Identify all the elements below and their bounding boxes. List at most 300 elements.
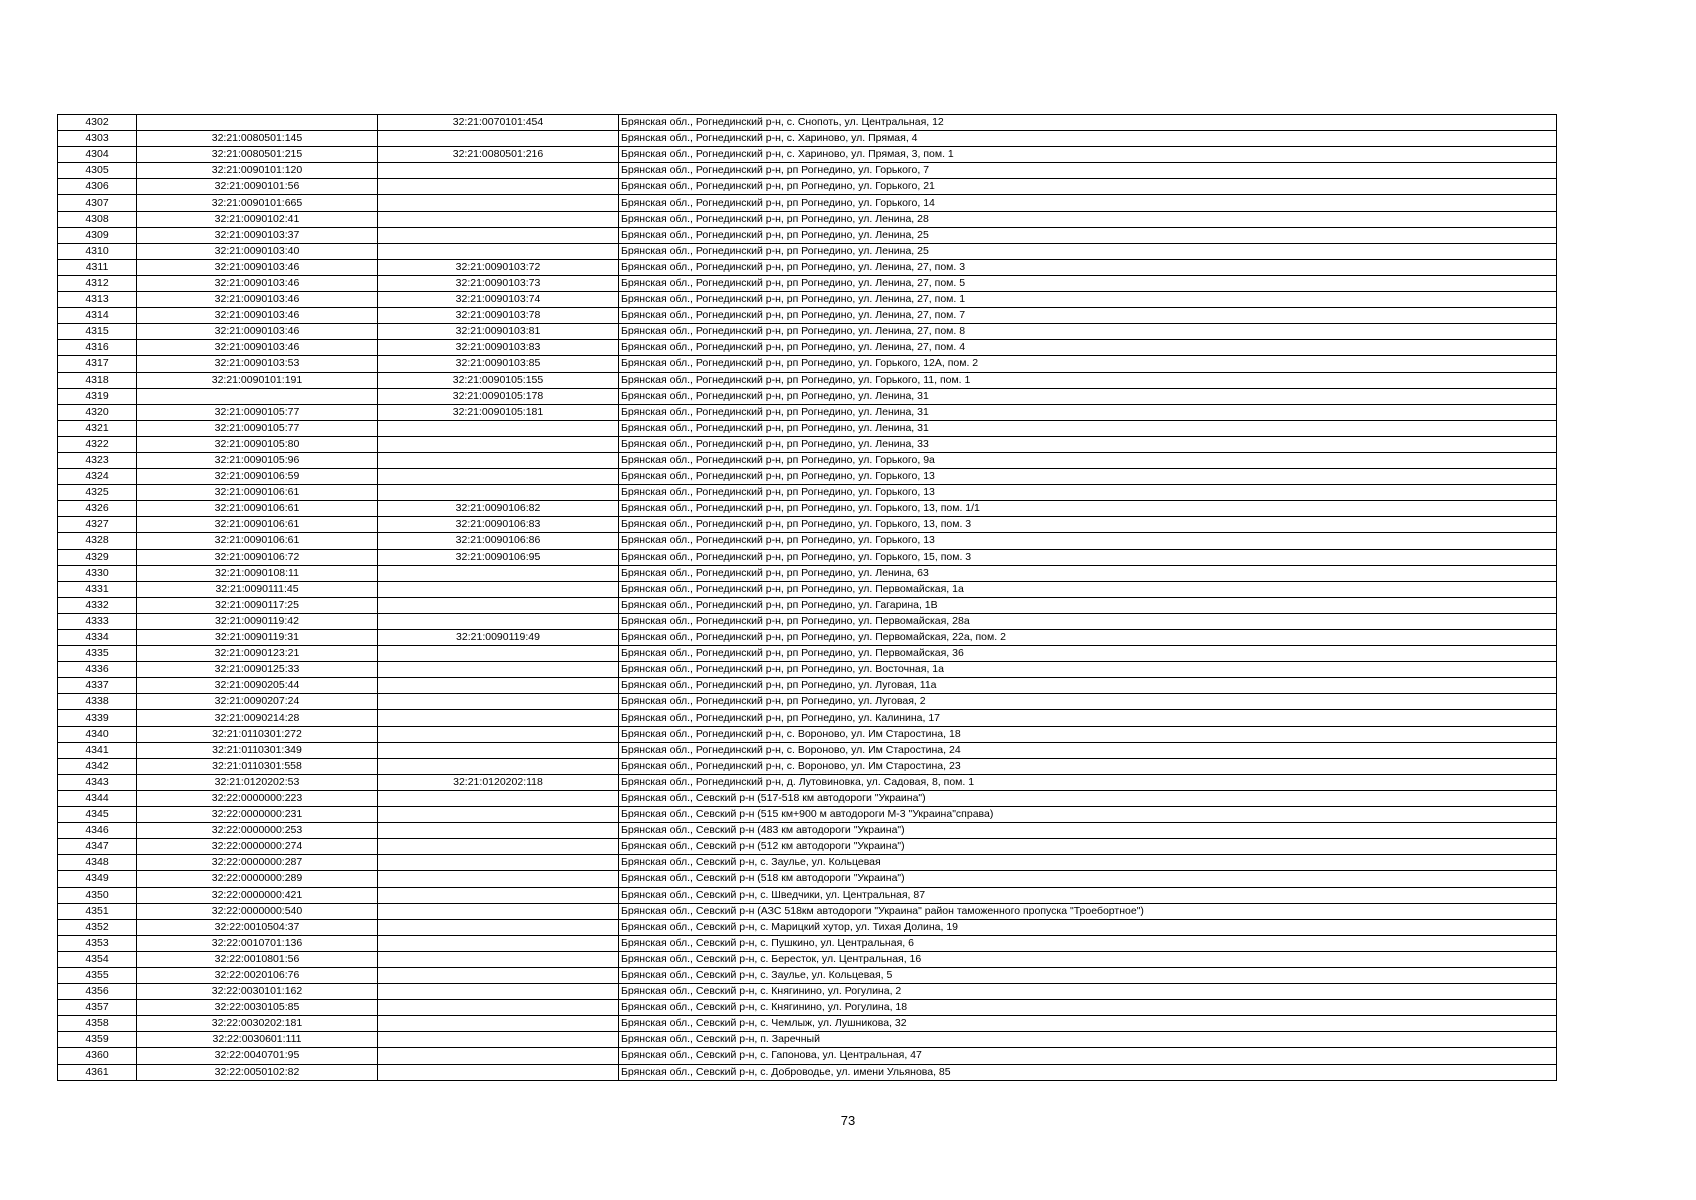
address-cell: Брянская обл., Рогнединский р-н, рп Рогнедино, ул. Горького, 13: [619, 469, 1557, 485]
table-row: [58, 1000, 1557, 1016]
cadastral-number-cell: 32:21:0090106:61: [137, 517, 378, 533]
sub-cadastral-number-cell: 32:21:0090106:86: [378, 533, 619, 549]
sub-cadastral-number-cell: [378, 243, 619, 259]
address-cell: Брянская обл., Рогнединский р-н, рп Рогнедино, ул. Ленина, 27, пом. 5: [619, 275, 1557, 291]
cadastral-number-cell: 32:21:0090106:72: [137, 549, 378, 565]
sub-cadastral-number-cell: 32:21:0090103:85: [378, 356, 619, 372]
table-row: [58, 935, 1557, 951]
address-cell: Брянская обл., Рогнединский р-н, рп Рогнедино, ул. Горького, 9а: [619, 452, 1557, 468]
table-row: [58, 839, 1557, 855]
address-cell: Брянская обл., Рогнединский р-н, рп Рогнедино, ул. Ленина, 25: [619, 227, 1557, 243]
address-cell: Брянская обл., Рогнединский р-н, рп Рогнедино, ул. Ленина, 31: [619, 388, 1557, 404]
table-row: [58, 211, 1557, 227]
row-number-cell: 4347: [58, 839, 137, 855]
sub-cadastral-number-cell: [378, 131, 619, 147]
cadastral-number-cell: 32:22:0020106:76: [137, 967, 378, 983]
table-row: [58, 179, 1557, 195]
sub-cadastral-number-cell: [378, 710, 619, 726]
address-cell: Брянская обл., Севский р-н, с. Доброводье, ул. имени Ульянова, 85: [619, 1064, 1557, 1080]
address-cell: Брянская обл., Севский р-н, с. Заулье, ул. Кольцевая, 5: [619, 967, 1557, 983]
row-number-cell: 4315: [58, 324, 137, 340]
table-row: [58, 984, 1557, 1000]
sub-cadastral-number-cell: [378, 195, 619, 211]
row-number-cell: 4305: [58, 163, 137, 179]
sub-cadastral-number-cell: [378, 855, 619, 871]
address-cell: Брянская обл., Севский р-н, с. Шведчики, ул. Центральная, 87: [619, 887, 1557, 903]
sub-cadastral-number-cell: 32:21:0090103:74: [378, 292, 619, 308]
row-number-cell: 4325: [58, 485, 137, 501]
table-row: [58, 292, 1557, 308]
cadastral-number-cell: 32:21:0080501:215: [137, 147, 378, 163]
sub-cadastral-number-cell: [378, 967, 619, 983]
row-number-cell: 4354: [58, 951, 137, 967]
cadastral-number-cell: 32:22:0030105:85: [137, 1000, 378, 1016]
table-row: [58, 340, 1557, 356]
address-cell: Брянская обл., Рогнединский р-н, рп Рогнедино, ул. Калинина, 17: [619, 710, 1557, 726]
table-row: [58, 115, 1557, 131]
row-number-cell: 4335: [58, 646, 137, 662]
table-row: [58, 871, 1557, 887]
cadastral-number-cell: 32:21:0090108:11: [137, 565, 378, 581]
row-number-cell: 4311: [58, 259, 137, 275]
row-number-cell: 4355: [58, 967, 137, 983]
row-number-cell: 4332: [58, 597, 137, 613]
table-row: [58, 452, 1557, 468]
address-cell: Брянская обл., Рогнединский р-н, рп Рогнедино, ул. Горького, 14: [619, 195, 1557, 211]
row-number-cell: 4328: [58, 533, 137, 549]
cadastral-number-cell: 32:21:0090106:61: [137, 533, 378, 549]
cadastral-number-cell: 32:21:0110301:272: [137, 726, 378, 742]
address-cell: Брянская обл., Севский р-н (518 км автодороги "Украина"): [619, 871, 1557, 887]
table-row: [58, 308, 1557, 324]
address-cell: Брянская обл., Рогнединский р-н, с. Хариново, ул. Прямая, 4: [619, 131, 1557, 147]
address-cell: Брянская обл., Севский р-н, с. Княгинино, ул. Рогулина, 2: [619, 984, 1557, 1000]
row-number-cell: 4326: [58, 501, 137, 517]
table-row: [58, 919, 1557, 935]
cadastral-number-cell: 32:21:0090103:46: [137, 275, 378, 291]
table-row: [58, 131, 1557, 147]
cadastral-number-cell: 32:21:0090207:24: [137, 694, 378, 710]
table-row: [58, 501, 1557, 517]
sub-cadastral-number-cell: 32:21:0090105:178: [378, 388, 619, 404]
row-number-cell: 4360: [58, 1048, 137, 1064]
table-row: [58, 1016, 1557, 1032]
address-cell: Брянская обл., Рогнединский р-н, рп Рогнедино, ул. Горького, 13: [619, 485, 1557, 501]
sub-cadastral-number-cell: [378, 984, 619, 1000]
table-row: [58, 887, 1557, 903]
cadastral-number-cell: 32:21:0090125:33: [137, 662, 378, 678]
table-row: [58, 227, 1557, 243]
sub-cadastral-number-cell: [378, 935, 619, 951]
table-row: [58, 469, 1557, 485]
cadastral-number-cell: 32:21:0090105:80: [137, 436, 378, 452]
table-row: [58, 372, 1557, 388]
address-cell: Брянская обл., Севский р-н, п. Заречный: [619, 1032, 1557, 1048]
address-cell: Брянская обл., Рогнединский р-н, рп Рогнедино, ул. Горького, 11, пом. 1: [619, 372, 1557, 388]
row-number-cell: 4308: [58, 211, 137, 227]
row-number-cell: 4357: [58, 1000, 137, 1016]
table-row: [58, 485, 1557, 501]
table-row: [58, 790, 1557, 806]
address-cell: Брянская обл., Рогнединский р-н, рп Рогнедино, ул. Первомайская, 1а: [619, 581, 1557, 597]
cadastral-number-cell: 32:21:0090101:665: [137, 195, 378, 211]
address-cell: Брянская обл., Севский р-н, с. Марицкий хутор, ул. Тихая Долина, 19: [619, 919, 1557, 935]
row-number-cell: 4350: [58, 887, 137, 903]
address-cell: Брянская обл., Рогнединский р-н, рп Рогнедино, ул. Горького, 21: [619, 179, 1557, 195]
address-cell: Брянская обл., Рогнединский р-н, с. Вороново, ул. Им Старостина, 23: [619, 758, 1557, 774]
cadastral-number-cell: [137, 388, 378, 404]
sub-cadastral-number-cell: [378, 1016, 619, 1032]
sub-cadastral-number-cell: [378, 662, 619, 678]
address-cell: Брянская обл., Рогнединский р-н, рп Рогнедино, ул. Горького, 13: [619, 533, 1557, 549]
sub-cadastral-number-cell: [378, 163, 619, 179]
address-cell: Брянская обл., Рогнединский р-н, с. Вороново, ул. Им Старостина, 24: [619, 742, 1557, 758]
cadastral-number-cell: 32:21:0090111:45: [137, 581, 378, 597]
row-number-cell: 4358: [58, 1016, 137, 1032]
sub-cadastral-number-cell: [378, 742, 619, 758]
address-cell: Брянская обл., Севский р-н, с. Чемлыж, ул. Лушникова, 32: [619, 1016, 1557, 1032]
table-row: [58, 678, 1557, 694]
sub-cadastral-number-cell: [378, 903, 619, 919]
cadastral-number-cell: 32:21:0090105:96: [137, 452, 378, 468]
row-number-cell: 4318: [58, 372, 137, 388]
table-row: [58, 774, 1557, 790]
cadastral-number-cell: 32:21:0090103:46: [137, 292, 378, 308]
row-number-cell: 4334: [58, 630, 137, 646]
cadastral-number-cell: 32:21:0080501:145: [137, 131, 378, 147]
cadastral-number-cell: 32:22:0000000:231: [137, 807, 378, 823]
cadastral-number-cell: 32:21:0090103:46: [137, 340, 378, 356]
sub-cadastral-number-cell: [378, 1000, 619, 1016]
cadastral-number-cell: 32:21:0090214:28: [137, 710, 378, 726]
address-cell: Брянская обл., Рогнединский р-н, рп Рогнедино, ул. Первомайская, 22а, пом. 2: [619, 630, 1557, 646]
sub-cadastral-number-cell: 32:21:0090106:83: [378, 517, 619, 533]
row-number-cell: 4342: [58, 758, 137, 774]
table-row: [58, 613, 1557, 629]
table-row: [58, 726, 1557, 742]
cadastral-number-cell: 32:22:0010504:37: [137, 919, 378, 935]
address-cell: Брянская обл., Рогнединский р-н, рп Рогнедино, ул. Первомайская, 36: [619, 646, 1557, 662]
row-number-cell: 4323: [58, 452, 137, 468]
table-row: [58, 517, 1557, 533]
cadastral-number-cell: 32:22:0040701:95: [137, 1048, 378, 1064]
cadastral-number-cell: [137, 115, 378, 131]
sub-cadastral-number-cell: 32:21:0090106:95: [378, 549, 619, 565]
cadastral-number-cell: 32:21:0090119:31: [137, 630, 378, 646]
table-row: [58, 855, 1557, 871]
registry-table: [57, 114, 1557, 1081]
row-number-cell: 4306: [58, 179, 137, 195]
row-number-cell: 4352: [58, 919, 137, 935]
table-row: [58, 1048, 1557, 1064]
address-cell: Брянская обл., Рогнединский р-н, д. Лутовиновка, ул. Садовая, 8, пом. 1: [619, 774, 1557, 790]
cadastral-number-cell: 32:21:0090119:42: [137, 613, 378, 629]
cadastral-number-cell: 32:22:0010701:136: [137, 935, 378, 951]
table-row: [58, 823, 1557, 839]
row-number-cell: 4359: [58, 1032, 137, 1048]
cadastral-number-cell: 32:21:0090101:191: [137, 372, 378, 388]
cadastral-number-cell: 32:21:0090117:25: [137, 597, 378, 613]
row-number-cell: 4312: [58, 275, 137, 291]
table-row: [58, 630, 1557, 646]
address-cell: Брянская обл., Севский р-н (512 км автодороги "Украина"): [619, 839, 1557, 855]
sub-cadastral-number-cell: 32:21:0090105:181: [378, 404, 619, 420]
row-number-cell: 4337: [58, 678, 137, 694]
sub-cadastral-number-cell: [378, 597, 619, 613]
address-cell: Брянская обл., Рогнединский р-н, рп Рогнедино, ул. Ленина, 63: [619, 565, 1557, 581]
address-cell: Брянская обл., Рогнединский р-н, рп Рогнедино, ул. Ленина, 27, пом. 8: [619, 324, 1557, 340]
row-number-cell: 4349: [58, 871, 137, 887]
cadastral-number-cell: 32:22:0000000:289: [137, 871, 378, 887]
table-row: [58, 967, 1557, 983]
sub-cadastral-number-cell: [378, 646, 619, 662]
table-row: [58, 549, 1557, 565]
cadastral-number-cell: 32:21:0090105:77: [137, 404, 378, 420]
address-cell: Брянская обл., Рогнединский р-н, с. Вороново, ул. Им Старостина, 18: [619, 726, 1557, 742]
row-number-cell: 4317: [58, 356, 137, 372]
address-cell: Брянская обл., Рогнединский р-н, рп Рогнедино, ул. Ленина, 31: [619, 420, 1557, 436]
row-number-cell: 4313: [58, 292, 137, 308]
cadastral-number-cell: 32:22:0000000:223: [137, 790, 378, 806]
sub-cadastral-number-cell: [378, 452, 619, 468]
table-row: [58, 404, 1557, 420]
sub-cadastral-number-cell: [378, 951, 619, 967]
cadastral-number-cell: 32:22:0050102:82: [137, 1064, 378, 1080]
address-cell: Брянская обл., Рогнединский р-н, рп Рогнедино, ул. Ленина, 27, пом. 7: [619, 308, 1557, 324]
row-number-cell: 4320: [58, 404, 137, 420]
table-row: [58, 147, 1557, 163]
address-cell: Брянская обл., Рогнединский р-н, рп Рогнедино, ул. Ленина, 27, пом. 1: [619, 292, 1557, 308]
row-number-cell: 4309: [58, 227, 137, 243]
cadastral-number-cell: 32:22:0030601:111: [137, 1032, 378, 1048]
row-number-cell: 4303: [58, 131, 137, 147]
sub-cadastral-number-cell: [378, 919, 619, 935]
table-row: [58, 951, 1557, 967]
cadastral-number-cell: 32:22:0000000:253: [137, 823, 378, 839]
table-row: [58, 694, 1557, 710]
sub-cadastral-number-cell: [378, 179, 619, 195]
address-cell: Брянская обл., Севский р-н, с. Княгинино, ул. Рогулина, 18: [619, 1000, 1557, 1016]
sub-cadastral-number-cell: [378, 581, 619, 597]
sub-cadastral-number-cell: [378, 227, 619, 243]
cadastral-number-cell: 32:21:0090106:61: [137, 485, 378, 501]
sub-cadastral-number-cell: 32:21:0090103:78: [378, 308, 619, 324]
table-row: [58, 1064, 1557, 1080]
row-number-cell: 4302: [58, 115, 137, 131]
cadastral-number-cell: 32:21:0090106:59: [137, 469, 378, 485]
sub-cadastral-number-cell: [378, 1064, 619, 1080]
cadastral-number-cell: 32:21:0090123:21: [137, 646, 378, 662]
table-row: [58, 758, 1557, 774]
row-number-cell: 4307: [58, 195, 137, 211]
sub-cadastral-number-cell: 32:21:0090119:49: [378, 630, 619, 646]
row-number-cell: 4344: [58, 790, 137, 806]
table-row: [58, 742, 1557, 758]
row-number-cell: 4338: [58, 694, 137, 710]
address-cell: Брянская обл., Севский р-н, с. Бересток, ул. Центральная, 16: [619, 951, 1557, 967]
row-number-cell: 4361: [58, 1064, 137, 1080]
row-number-cell: 4339: [58, 710, 137, 726]
address-cell: Брянская обл., Рогнединский р-н, рп Рогнедино, ул. Первомайская, 28а: [619, 613, 1557, 629]
cadastral-number-cell: 32:21:0090103:40: [137, 243, 378, 259]
sub-cadastral-number-cell: [378, 823, 619, 839]
cadastral-number-cell: 32:21:0090106:61: [137, 501, 378, 517]
cadastral-number-cell: 32:21:0110301:558: [137, 758, 378, 774]
row-number-cell: 4329: [58, 549, 137, 565]
row-number-cell: 4322: [58, 436, 137, 452]
sub-cadastral-number-cell: 32:21:0090103:83: [378, 340, 619, 356]
cadastral-number-cell: 32:21:0090103:53: [137, 356, 378, 372]
sub-cadastral-number-cell: [378, 436, 619, 452]
sub-cadastral-number-cell: 32:21:0090103:72: [378, 259, 619, 275]
table-row: [58, 710, 1557, 726]
table-row: [58, 243, 1557, 259]
row-number-cell: 4314: [58, 308, 137, 324]
cadastral-number-cell: 32:22:0010801:56: [137, 951, 378, 967]
sub-cadastral-number-cell: [378, 613, 619, 629]
cadastral-number-cell: 32:21:0110301:349: [137, 742, 378, 758]
row-number-cell: 4351: [58, 903, 137, 919]
cadastral-number-cell: 32:22:0030202:181: [137, 1016, 378, 1032]
address-cell: Брянская обл., Рогнединский р-н, рп Рогнедино, ул. Ленина, 25: [619, 243, 1557, 259]
registry-table-body: [58, 115, 1557, 1081]
cadastral-number-cell: 32:21:0090102:41: [137, 211, 378, 227]
sub-cadastral-number-cell: 32:21:0120202:118: [378, 774, 619, 790]
table-row: [58, 807, 1557, 823]
sub-cadastral-number-cell: [378, 694, 619, 710]
sub-cadastral-number-cell: [378, 678, 619, 694]
address-cell: Брянская обл., Рогнединский р-н, с. Снопоть, ул. Центральная, 12: [619, 115, 1557, 131]
sub-cadastral-number-cell: [378, 469, 619, 485]
table-row: [58, 324, 1557, 340]
cadastral-number-cell: 32:21:0120202:53: [137, 774, 378, 790]
address-cell: Брянская обл., Рогнединский р-н, рп Рогнедино, ул. Восточная, 1а: [619, 662, 1557, 678]
row-number-cell: 4353: [58, 935, 137, 951]
address-cell: Брянская обл., Рогнединский р-н, рп Рогнедино, ул. Горького, 13, пом. 3: [619, 517, 1557, 533]
table-row: [58, 388, 1557, 404]
cadastral-number-cell: 32:21:0090103:37: [137, 227, 378, 243]
row-number-cell: 4310: [58, 243, 137, 259]
cadastral-number-cell: 32:22:0030101:162: [137, 984, 378, 1000]
table-row: [58, 420, 1557, 436]
cadastral-number-cell: 32:21:0090101:56: [137, 179, 378, 195]
address-cell: Брянская обл., Севский р-н (515 км+900 м автодороги М-3 "Украина"справа): [619, 807, 1557, 823]
table-row: [58, 163, 1557, 179]
row-number-cell: 4316: [58, 340, 137, 356]
table-row: [58, 259, 1557, 275]
sub-cadastral-number-cell: [378, 887, 619, 903]
row-number-cell: 4340: [58, 726, 137, 742]
address-cell: Брянская обл., Рогнединский р-н, рп Рогнедино, ул. Ленина, 33: [619, 436, 1557, 452]
sub-cadastral-number-cell: [378, 839, 619, 855]
row-number-cell: 4321: [58, 420, 137, 436]
row-number-cell: 4324: [58, 469, 137, 485]
address-cell: Брянская обл., Рогнединский р-н, рп Рогнедино, ул. Луговая, 11а: [619, 678, 1557, 694]
cadastral-number-cell: 32:22:0000000:274: [137, 839, 378, 855]
row-number-cell: 4304: [58, 147, 137, 163]
address-cell: Брянская обл., Рогнединский р-н, рп Рогнедино, ул. Ленина, 27, пом. 3: [619, 259, 1557, 275]
cadastral-number-cell: 32:21:0090103:46: [137, 308, 378, 324]
sub-cadastral-number-cell: [378, 211, 619, 227]
sub-cadastral-number-cell: 32:21:0070101:454: [378, 115, 619, 131]
address-cell: Брянская обл., Севский р-н, с. Заулье, ул. Кольцевая: [619, 855, 1557, 871]
row-number-cell: 4319: [58, 388, 137, 404]
row-number-cell: 4333: [58, 613, 137, 629]
table-row: [58, 662, 1557, 678]
row-number-cell: 4348: [58, 855, 137, 871]
cadastral-number-cell: 32:21:0090103:46: [137, 259, 378, 275]
row-number-cell: 4356: [58, 984, 137, 1000]
sub-cadastral-number-cell: [378, 790, 619, 806]
address-cell: Брянская обл., Рогнединский р-н, рп Рогнедино, ул. Горького, 13, пом. 1/1: [619, 501, 1557, 517]
sub-cadastral-number-cell: [378, 726, 619, 742]
table-row: [58, 1032, 1557, 1048]
row-number-cell: 4330: [58, 565, 137, 581]
table-row: [58, 581, 1557, 597]
address-cell: Брянская обл., Рогнединский р-н, рп Рогнедино, ул. Горького, 12А, пом. 2: [619, 356, 1557, 372]
sub-cadastral-number-cell: 32:21:0090106:82: [378, 501, 619, 517]
sub-cadastral-number-cell: 32:21:0080501:216: [378, 147, 619, 163]
sub-cadastral-number-cell: [378, 871, 619, 887]
row-number-cell: 4327: [58, 517, 137, 533]
row-number-cell: 4345: [58, 807, 137, 823]
table-row: [58, 195, 1557, 211]
sub-cadastral-number-cell: 32:21:0090105:155: [378, 372, 619, 388]
row-number-cell: 4343: [58, 774, 137, 790]
table-row: [58, 565, 1557, 581]
cadastral-number-cell: 32:22:0000000:540: [137, 903, 378, 919]
address-cell: Брянская обл., Рогнединский р-н, рп Рогнедино, ул. Луговая, 2: [619, 694, 1557, 710]
cadastral-number-cell: 32:21:0090105:77: [137, 420, 378, 436]
address-cell: Брянская обл., Рогнединский р-н, рп Рогнедино, ул. Гагарина, 1В: [619, 597, 1557, 613]
address-cell: Брянская обл., Рогнединский р-н, рп Рогнедино, ул. Ленина, 27, пом. 4: [619, 340, 1557, 356]
sub-cadastral-number-cell: [378, 1032, 619, 1048]
address-cell: Брянская обл., Севский р-н, с. Пушкино, ул. Центральная, 6: [619, 935, 1557, 951]
row-number-cell: 4346: [58, 823, 137, 839]
address-cell: Брянская обл., Рогнединский р-н, рп Рогнедино, ул. Ленина, 28: [619, 211, 1557, 227]
sub-cadastral-number-cell: [378, 758, 619, 774]
address-cell: Брянская обл., Севский р-н (517-518 км автодороги "Украина"): [619, 790, 1557, 806]
table-row: [58, 903, 1557, 919]
table-row: [58, 436, 1557, 452]
row-number-cell: 4331: [58, 581, 137, 597]
address-cell: Брянская обл., Севский р-н (АЗС 518км автодороги "Украина" район таможенного пропуска "Троебортное"): [619, 903, 1557, 919]
address-cell: Брянская обл., Севский р-н, с. Гапонова, ул. Центральная, 47: [619, 1048, 1557, 1064]
table-row: [58, 597, 1557, 613]
sub-cadastral-number-cell: [378, 565, 619, 581]
sub-cadastral-number-cell: [378, 485, 619, 501]
address-cell: Брянская обл., Рогнединский р-н, рп Рогнедино, ул. Ленина, 31: [619, 404, 1557, 420]
cadastral-number-cell: 32:21:0090103:46: [137, 324, 378, 340]
row-number-cell: 4341: [58, 742, 137, 758]
address-cell: Брянская обл., Рогнединский р-н, с. Хариново, ул. Прямая, 3, пом. 1: [619, 147, 1557, 163]
cadastral-number-cell: 32:21:0090205:44: [137, 678, 378, 694]
address-cell: Брянская обл., Рогнединский р-н, рп Рогнедино, ул. Горького, 15, пом. 3: [619, 549, 1557, 565]
row-number-cell: 4336: [58, 662, 137, 678]
cadastral-number-cell: 32:22:0000000:421: [137, 887, 378, 903]
address-cell: Брянская обл., Рогнединский р-н, рп Рогнедино, ул. Горького, 7: [619, 163, 1557, 179]
table-row: [58, 533, 1557, 549]
table-row: [58, 646, 1557, 662]
cadastral-number-cell: 32:21:0090101:120: [137, 163, 378, 179]
sub-cadastral-number-cell: [378, 420, 619, 436]
page-number: 73: [840, 1113, 856, 1128]
sub-cadastral-number-cell: 32:21:0090103:81: [378, 324, 619, 340]
table-row: [58, 356, 1557, 372]
sub-cadastral-number-cell: 32:21:0090103:73: [378, 275, 619, 291]
sub-cadastral-number-cell: [378, 1048, 619, 1064]
cadastral-number-cell: 32:22:0000000:287: [137, 855, 378, 871]
